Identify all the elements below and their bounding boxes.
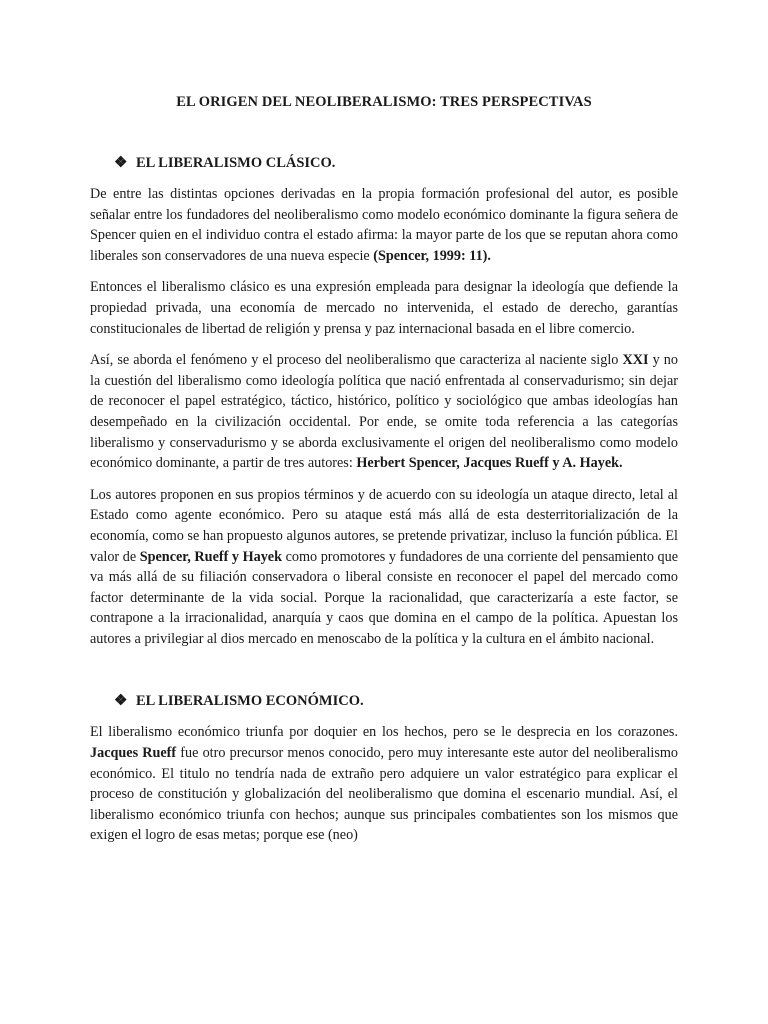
section-heading-text: EL LIBERALISMO ECONÓMICO. bbox=[136, 693, 364, 710]
diamond-bullet-icon: ❖ bbox=[114, 693, 128, 710]
paragraph-text: como promotores y fundadores de una corriente del pensamiento que va más allá de su filiación conservadora o liberal consiste en reconocer el papel del mercado como factor determinante de la vida social. Porque la racionalidad, que caracterizaría a este factor, se contrapone a la irracionalidad, anarquía y caos que domina en el campo de la política. Apuestan los autores a privilegiar al dios mercado en menoscabo de la política y la cultura en el ámbito nacional. bbox=[90, 548, 678, 647]
paragraph bbox=[90, 277, 678, 339]
document-title: EL ORIGEN DEL NEOLIBERALISMO: TRES PERSPECTIVAS bbox=[176, 94, 592, 110]
paragraph-text: y no la cuestión del liberalismo como ideología política que nació enfrentada al conservadurismo; sin dejar de reconocer el papel estratégico, táctico, histórico, político y sociológico que ambas ideologías han desempeñado en la civilización occidental. Por ende, se omite toda referencia a las categorías liberalismo y conservadurismo y se aborda exclusivamente el origen del neoliberalismo como modelo económico dominante, a partir de tres autores: bbox=[90, 352, 678, 472]
paragraph bbox=[90, 184, 678, 266]
author-name: Jacques Rueff bbox=[90, 745, 177, 762]
section-heading-liberalismo-economico bbox=[114, 693, 678, 710]
section-heading-liberalismo-clasico bbox=[114, 155, 678, 172]
paragraph bbox=[90, 485, 678, 650]
paragraph-text: Entonces el liberalismo clásico es una expresión empleada para designar la ideología que defiende la propiedad privada, una economía de mercado no intervenida, el estado de derecho, garantías constitucionales de libertad de religión y prensa y paz internacional basada en el libre comercio. bbox=[90, 279, 678, 337]
author-names: Herbert Spencer, Jacques Rueff y A. Hayek. bbox=[356, 455, 623, 472]
author-names: Spencer, Rueff y Hayek bbox=[139, 548, 282, 565]
citation: (Spencer, 1999: 11). bbox=[373, 247, 491, 264]
paragraph-text: Así, se aborda el fenómeno y el proceso del neoliberalismo que caracteriza al naciente siglo bbox=[90, 352, 623, 369]
paragraph-text: De entre las distintas opciones derivadas en la propia formación profesional del autor, es posible señalar entre los fundadores del neoliberalismo como modelo económico dominante la figura señera de Spencer quien en el individuo contra el estado afirma: la mayor parte de los que se reputan ahora como liberales son conservadores de una nueva especie bbox=[90, 186, 678, 264]
section-heading-text: EL LIBERALISMO CLÁSICO. bbox=[136, 155, 336, 171]
emphasis-text: XXI bbox=[622, 352, 649, 369]
paragraph-text: Los autores proponen en sus propios términos y de acuerdo con su ideología un ataque directo, letal al Estado como agente económico. Pero su ataque está más allá de esta desterritorialización de la economía, como se han propuesto algunos autores, se pretende privatizar, incluso la función pública. El valor de bbox=[90, 486, 678, 565]
paragraph-text: fue otro precursor menos conocido, pero muy interesante este autor del neoliberalismo económico. El titulo no tendría nada de extraño pero adquiere un valor estratégico para explicar el proceso de constitución y globalización del neoliberalismo que domina el escenario mundial. Así, el liberalismo económico triunfa con hechos; aunque sus principales combatientes son los mismos que exigen el logro de esas metas; porque ese (neo) bbox=[90, 745, 678, 844]
diamond-bullet-icon: ❖ bbox=[114, 155, 128, 171]
paragraph bbox=[90, 350, 678, 474]
paragraph bbox=[90, 722, 678, 846]
paragraph-text: El liberalismo económico triunfa por doquier en los hechos, pero se le desprecia en los corazones. bbox=[90, 724, 678, 741]
